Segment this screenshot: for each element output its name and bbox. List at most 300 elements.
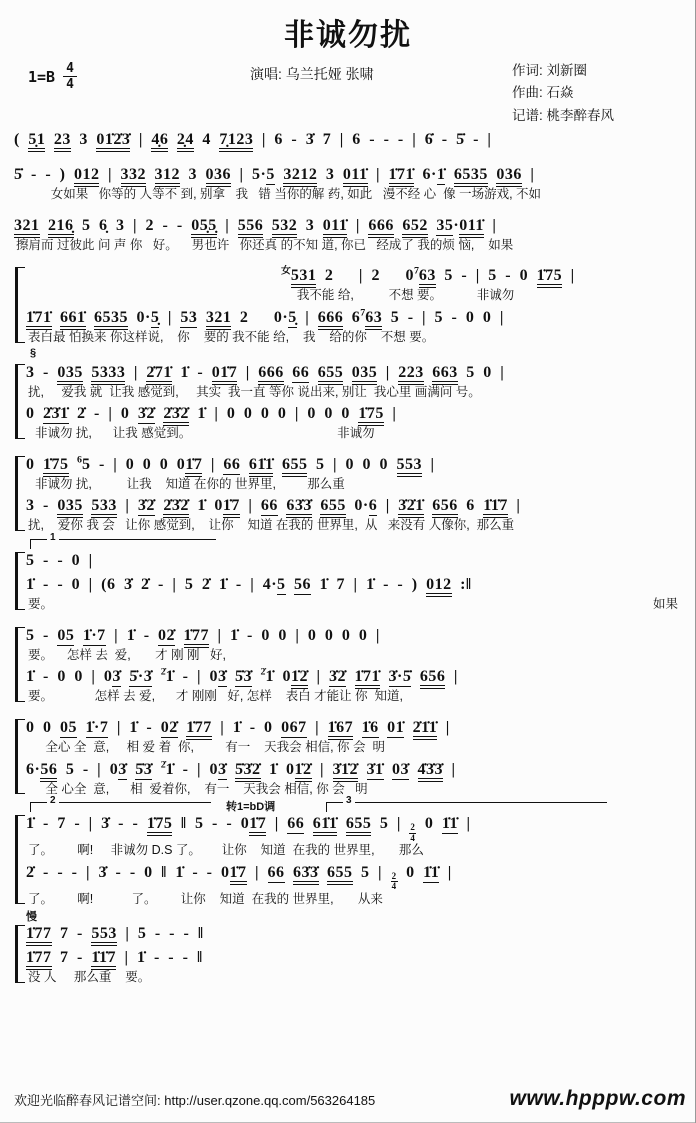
grace-note: 7	[360, 307, 366, 319]
beamed-notes: 5333	[91, 364, 125, 385]
notes	[409, 761, 418, 778]
score-line	[26, 346, 684, 401]
notation-line	[26, 716, 684, 740]
notation-line	[26, 573, 684, 597]
time-signature	[63, 62, 77, 91]
notation-line	[26, 812, 684, 843]
notes: |	[377, 497, 399, 515]
beamed-notes: 5̇3̇2̇	[235, 761, 261, 782]
notes	[343, 364, 352, 381]
beamed-notes: 556	[238, 217, 264, 238]
beamed-notes: 4̇3̇3̇	[418, 761, 444, 782]
beamed-notes: 3212	[283, 166, 317, 187]
key-and-time-signature	[28, 62, 77, 91]
score-annotation: §	[30, 346, 37, 359]
beamed-notes: 531	[291, 267, 317, 288]
lyrics-line: 了。 啊! 非诚勿 D.S 了。 让你 知道 在我的 世界里, 那么	[28, 843, 424, 857]
notes	[358, 761, 367, 778]
lyrics-line: 女如果 你等的 人等不 到, 别拿 我 错 当你的解 药, 如此 漫不经 心 像 一场游戏, 不如	[16, 187, 542, 201]
score-line	[26, 402, 684, 442]
notes: 1̇ - 0 0 | 0	[26, 668, 113, 686]
score-line	[26, 795, 684, 859]
beamed-notes: 312	[155, 166, 181, 187]
notes: 1̇ - - 0 | (6 3̇ 2̇ - | 5 2̇ 1̇ - | 4·	[26, 576, 278, 593]
beamed-notes: 1̇77	[186, 719, 212, 740]
beamed-notes: 532	[272, 217, 298, 238]
beamed-notes: 5̇3̇	[235, 668, 253, 686]
beamed-notes: 1̇75	[147, 815, 173, 836]
grace-note: 7	[413, 265, 419, 277]
beamed-notes: 533	[91, 497, 117, 518]
notes: 7 -	[51, 925, 92, 943]
notes: 1̇ - 7 - | 3̇ - -	[26, 815, 147, 833]
notes: |	[239, 497, 261, 515]
score-line	[26, 453, 684, 493]
transcriber-homepage-text: 欢迎光临醉春风记谱空间: http://user.qzone.qq.com/563264185	[14, 1093, 376, 1108]
beamed-notes: 332	[121, 166, 147, 187]
notes	[304, 815, 313, 832]
notes: 5 |	[371, 815, 410, 833]
notes	[411, 668, 420, 685]
notes: 3 -	[26, 497, 58, 515]
lyrics-line: 非诚勿 扰, 让我 感觉到。 非诚勿	[28, 426, 375, 441]
notes: |	[383, 405, 397, 423]
beamed-notes: 23	[54, 131, 71, 152]
beamed-notes: 656	[420, 668, 446, 689]
notation-line	[26, 453, 684, 477]
notes: 5 - | 5 - 0	[435, 267, 537, 285]
beamed-notes: 1̇1̇	[423, 863, 440, 881]
beamed-notes: 3̇·5̇	[388, 668, 412, 686]
beamed-notes: 067	[281, 718, 307, 736]
system-group	[14, 214, 684, 254]
notes: 4	[193, 131, 220, 148]
notes: :‖	[451, 576, 472, 593]
beamed-notes: 02̇	[158, 626, 176, 644]
beamed-notes: 53	[180, 308, 198, 326]
notes: 0	[397, 863, 424, 881]
beamed-notes: 1̇75	[43, 456, 69, 477]
beamed-notes: 1̇77	[184, 627, 210, 648]
beamed-notes: 1̇1̇7	[483, 497, 508, 518]
beamed-notes: 1̇2̇	[295, 761, 312, 782]
notes: |	[443, 760, 456, 778]
notes: |	[237, 363, 259, 381]
notation-line	[26, 402, 684, 426]
beamed-notes: 3̇	[218, 668, 227, 686]
beamed-notes: 01̇7	[212, 364, 238, 385]
notes: 6	[343, 308, 361, 326]
notes: |	[307, 668, 329, 686]
beamed-notes: 66	[223, 455, 241, 473]
notes: |	[483, 216, 497, 234]
notes: 5 - | 0 0 0 0	[81, 455, 186, 473]
beamed-notes: 3̇2̇	[137, 405, 155, 423]
notes: 0·	[128, 308, 151, 326]
notes	[404, 719, 413, 736]
notation-line	[26, 758, 684, 782]
notes: 7 -	[51, 949, 92, 967]
notes	[424, 364, 433, 381]
notation-line	[14, 128, 684, 152]
beamed-notes: 011̇	[323, 217, 348, 238]
notes	[346, 668, 355, 685]
notes: 0	[26, 405, 43, 423]
notes: |	[125, 363, 147, 381]
notes	[69, 456, 78, 473]
notation-line	[26, 549, 684, 573]
beamed-notes: 663	[432, 364, 458, 385]
notes	[86, 309, 95, 326]
notes	[445, 166, 454, 183]
beamed-notes: 66	[267, 863, 285, 881]
notes	[319, 864, 328, 881]
notes: 6·	[414, 166, 437, 183]
beamed-notes: 1̇·7	[82, 626, 106, 644]
notes: 1̇ | 0 0 0 0 | 0 0 0	[188, 405, 359, 423]
notes: |	[130, 131, 152, 148]
volta-number: 3	[343, 795, 355, 807]
credits-block	[512, 60, 614, 127]
beamed-notes: 6535	[454, 166, 488, 187]
notes: 5̇ - - )	[14, 166, 74, 183]
notes: |	[296, 308, 318, 326]
grace-note: 2̇	[160, 759, 166, 771]
beamed-notes: 4̣6	[151, 131, 168, 152]
notation-line	[14, 214, 684, 238]
beamed-notes: 6535	[94, 309, 128, 330]
notes: |	[507, 497, 521, 515]
notes: 0	[26, 455, 43, 473]
volta-bracket	[30, 795, 211, 812]
key-signature: 1=B	[28, 67, 56, 86]
beamed-notes: 035	[57, 497, 83, 518]
notes: |	[521, 166, 535, 183]
beamed-notes: 05	[57, 626, 75, 644]
notes: | 1̇ - - - ‖	[115, 949, 203, 967]
notes: 3	[297, 216, 323, 234]
score-line	[26, 532, 684, 573]
beamed-notes: 1̇	[436, 166, 446, 183]
notes: 1̇ 0	[265, 668, 291, 686]
notes: 1̇ 0	[260, 760, 295, 778]
notes: |	[347, 216, 369, 234]
beamed-notes: 553	[397, 456, 423, 477]
beamed-notes: 3̇1̇	[366, 760, 384, 778]
notes: |	[159, 308, 181, 326]
notes: |	[306, 718, 328, 736]
website-watermark: www.hpppw.com	[509, 1087, 686, 1110]
notes	[178, 719, 187, 736]
beamed-notes: 1̇6	[361, 718, 379, 736]
notes	[286, 576, 295, 593]
beamed-notes: 2̇3̇2̇	[163, 405, 189, 426]
system-group	[14, 128, 684, 152]
notes: | 6 - 3̇ 7 | 6 - - - | 6̇ - 5̇ - |	[253, 131, 492, 148]
volta-bracket	[326, 795, 607, 812]
beamed-notes: 1̇71̇	[389, 166, 415, 187]
lyricist-credit: 作词: 刘新圈	[512, 63, 588, 78]
system-group	[14, 795, 684, 907]
notes: |	[439, 863, 452, 881]
score-line	[26, 911, 684, 946]
notes: 0	[416, 815, 442, 833]
beamed-notes: 1̇7	[230, 864, 247, 885]
beamed-notes: 61̇1̇	[249, 456, 274, 477]
beamed-notes: 61̇1̇	[313, 815, 338, 836]
lyrics-line: 扰, 爱你 我 会 让你 感觉到, 让你 知道 在我的 世界里, 从 来没有 人像你, 那么重	[28, 518, 515, 533]
notes	[309, 364, 318, 381]
score-line	[26, 861, 684, 908]
volta-number: 2	[47, 795, 59, 807]
notes: | 1̇ -	[105, 626, 159, 644]
notes	[380, 668, 389, 685]
page-footer	[0, 1087, 696, 1111]
beamed-notes: 3̇2̇1̇	[398, 497, 424, 518]
beamed-notes: 2̇1̇1̇	[413, 719, 438, 740]
beamed-notes: 223	[398, 364, 424, 385]
score-annotation: 转1=bD调	[226, 801, 276, 814]
lyrics-line: 要。 怎样 去 爱, 才 刚刚 好, 怎样 表白 才能让 你 知道,	[28, 689, 404, 704]
lyrics-line: 全 心全 意, 相 爱着你, 有一 天我会 相信, 你 会 明	[28, 781, 368, 796]
notes: 5 | 0 0 0	[307, 455, 397, 473]
notes	[197, 309, 206, 326]
score-annotation: 慢	[26, 911, 37, 924]
grace-note: 2̇	[160, 666, 166, 678]
beamed-notes: 1̇7	[185, 456, 202, 477]
notes	[379, 719, 388, 736]
beamed-notes: 1̇71̇	[355, 668, 381, 689]
grace-note: 2̇	[260, 666, 266, 678]
notes: 5 - | 5 - 0 0 |	[382, 308, 504, 326]
beamed-notes: 655	[318, 364, 344, 385]
notes: 1̇ -	[171, 363, 212, 381]
beamed-notes: 1̇75	[537, 267, 563, 288]
lyrics-line: 要。 怎样 去 爱, 才 刚 刚 好,	[28, 647, 226, 662]
beamed-notes: 5̇3̇	[135, 760, 153, 778]
score-line	[26, 946, 684, 986]
notes: 2 | 2 0	[316, 267, 414, 285]
notes: |	[377, 363, 399, 381]
notes: 5 -	[26, 626, 58, 644]
transcriber-credit: 记谱: 桃李醉春风	[512, 107, 615, 123]
beamed-notes: 1̇75	[358, 405, 384, 426]
beamed-notes: 1̇2̇	[291, 668, 308, 689]
beamed-notes: 02̇	[160, 718, 178, 736]
notes	[424, 497, 433, 514]
beamed-notes: 035	[352, 364, 378, 385]
beamed-notes: 5	[277, 576, 286, 593]
beamed-notes: 3̇2̇	[137, 497, 155, 515]
lyrics-line: 了。 啊! 了。 让你 知道 在我的 世界里, 从来	[28, 891, 383, 906]
notes	[127, 761, 136, 778]
volta-bracket	[30, 532, 216, 549]
notes	[284, 364, 293, 381]
notes: 3	[70, 131, 97, 148]
notes: |	[458, 815, 471, 833]
score-body	[0, 122, 696, 986]
notation-line	[14, 163, 684, 187]
notes: 5 |	[352, 863, 391, 881]
notes	[52, 309, 61, 326]
notes	[353, 719, 362, 736]
notation-line	[26, 494, 684, 518]
notes: (	[14, 131, 29, 148]
beamed-notes: 5	[266, 166, 275, 183]
beamed-notes: 216̣	[48, 217, 74, 238]
lyrics-right: 如果	[652, 597, 678, 611]
beamed-notes: 66	[292, 363, 310, 381]
notes: 5 - - 0 |	[26, 552, 93, 569]
notes: |	[116, 497, 138, 515]
notes: |	[311, 760, 333, 778]
beamed-notes: 656	[432, 497, 458, 518]
beamed-notes: 03̇	[392, 760, 410, 778]
notes: |	[562, 267, 575, 285]
beamed-notes: 3̇	[218, 760, 227, 778]
notes: |	[437, 718, 450, 736]
beamed-notes: 35	[436, 216, 454, 234]
score-line	[14, 128, 684, 152]
notes: 6·	[26, 760, 41, 778]
beamed-notes: 1̇67	[328, 719, 354, 740]
notes	[152, 668, 161, 685]
notation-line	[26, 624, 684, 648]
beamed-notes: 1̇77	[26, 925, 52, 946]
beamed-notes: 553	[91, 925, 117, 946]
beamed-notes: 1̇7	[249, 815, 266, 836]
notes: |	[367, 166, 389, 183]
beamed-notes: 56	[40, 761, 57, 782]
notes: 5 0 |	[457, 363, 505, 381]
beamed-notes: 5̇·3̇	[129, 668, 153, 686]
notes: 3	[317, 166, 343, 183]
notes: 1̇ 0	[188, 497, 223, 515]
beamed-notes: 5̣	[288, 308, 297, 326]
notes	[45, 131, 54, 148]
beamed-notes: 66	[260, 497, 278, 515]
notes	[77, 719, 86, 736]
notes	[273, 456, 282, 473]
notes: 1̇ 7 | 1̇ - - )	[311, 576, 427, 593]
beamed-notes: 2̇3̇1̇	[43, 405, 69, 423]
lyrics-line: 我不能 给, 不想 要。 非诚勿	[283, 288, 515, 303]
volta-number: 1	[47, 532, 59, 544]
beamed-notes: 1̇·7	[85, 718, 109, 736]
system-group	[14, 624, 684, 705]
notation-line	[26, 361, 684, 385]
notes: | 1̇ - 0 0 | 0 0 0 0 |	[209, 626, 380, 644]
beamed-notes: 666	[368, 217, 394, 238]
beamed-notes: 655	[327, 864, 353, 885]
score-line	[14, 214, 684, 254]
score-line	[26, 573, 684, 613]
notes: 6	[457, 497, 484, 515]
notation-line	[26, 665, 684, 689]
lyrics-line: 擦肩而 过彼此 问 声 你 好。 男也许 你还真 的不知 道, 你已 经成了 我的烦 恼, 如果	[16, 237, 514, 252]
beamed-notes: 2̇3̇2̇	[163, 497, 189, 518]
system-group	[14, 453, 684, 534]
beamed-notes: 1̇77	[26, 949, 52, 970]
notes: 3 -	[26, 363, 58, 381]
notes: | 5·	[231, 166, 267, 183]
beamed-notes: 1̇1̇7	[91, 949, 116, 970]
notes	[337, 815, 346, 832]
beamed-notes: 012	[74, 166, 100, 187]
notes: 0·	[345, 497, 369, 515]
notes	[263, 217, 272, 234]
lyrics-line: 没 人 那么重 要。	[28, 970, 151, 985]
meter-change: $\frac{2}{4}$	[410, 822, 416, 843]
lyrics-line: 非诚勿 扰, 让我 知道 在你的 世界里, 那么重	[28, 476, 345, 491]
beamed-notes: 011̇	[459, 217, 484, 238]
beamed-notes: 5̣1	[28, 131, 45, 152]
song-title: 非诚勿扰	[284, 19, 412, 52]
system-group	[14, 716, 684, 797]
system-group	[14, 346, 684, 442]
notes	[168, 131, 177, 148]
notes	[74, 627, 83, 644]
score-line	[281, 264, 684, 304]
notes: |	[422, 455, 435, 473]
notes	[384, 761, 393, 778]
score-line	[26, 624, 684, 664]
beamed-notes: 6	[368, 497, 378, 515]
notation-line	[26, 922, 684, 946]
beamed-notes: 321	[14, 217, 40, 238]
beamed-notes: 7̣123	[219, 131, 253, 152]
beamed-notes: 05̣5̣	[191, 217, 217, 238]
time-signature-numerator: 4	[63, 62, 77, 77]
notes: 0 0	[26, 718, 60, 736]
notes	[227, 761, 236, 778]
beamed-notes: 63̇3̇	[293, 864, 319, 885]
notation-line	[281, 264, 684, 288]
beamed-notes: 661̇	[60, 309, 86, 330]
score-line	[26, 665, 684, 705]
notes	[227, 668, 236, 685]
notes: |	[246, 863, 268, 881]
score-line	[26, 306, 684, 346]
notes: |	[202, 455, 224, 473]
composer-credit: 作曲: 石焱	[512, 85, 574, 101]
notation-line	[26, 306, 684, 330]
notation-line	[26, 946, 684, 970]
notes: |	[99, 166, 121, 183]
notes	[152, 761, 161, 778]
beamed-notes: 01̇2̇3̇	[96, 131, 130, 152]
lyrics-line: 全心 全 意, 相 爱 着 你, 有一 天我会 相信, 你 会 明	[28, 739, 385, 754]
notes	[175, 627, 184, 644]
notes: 2̇ - - - | 3̇ - - 0 ‖ 1̇ - - 0	[26, 863, 230, 881]
beamed-notes: 035	[57, 364, 83, 385]
score-line	[26, 494, 684, 534]
notes: 2 0·	[231, 308, 289, 326]
beamed-notes: 2̣4	[177, 131, 194, 152]
performer-credit: 演唱: 乌兰托娅 张啸	[250, 66, 374, 82]
grace-note: 女	[281, 265, 291, 277]
beamed-notes: 3̇	[118, 760, 127, 778]
notes: 1̇ - | 0	[165, 668, 219, 686]
beamed-notes: 1̇1̇	[441, 815, 458, 833]
notes	[240, 456, 249, 473]
grace-note: 6	[77, 454, 82, 466]
beamed-notes: 3̇2̇	[329, 668, 346, 686]
beamed-notes: 3̇	[112, 668, 121, 686]
beamed-notes: 05	[60, 718, 77, 736]
beamed-notes: 3̇1̇2̇	[333, 761, 359, 782]
beamed-notes: 321	[206, 309, 232, 330]
